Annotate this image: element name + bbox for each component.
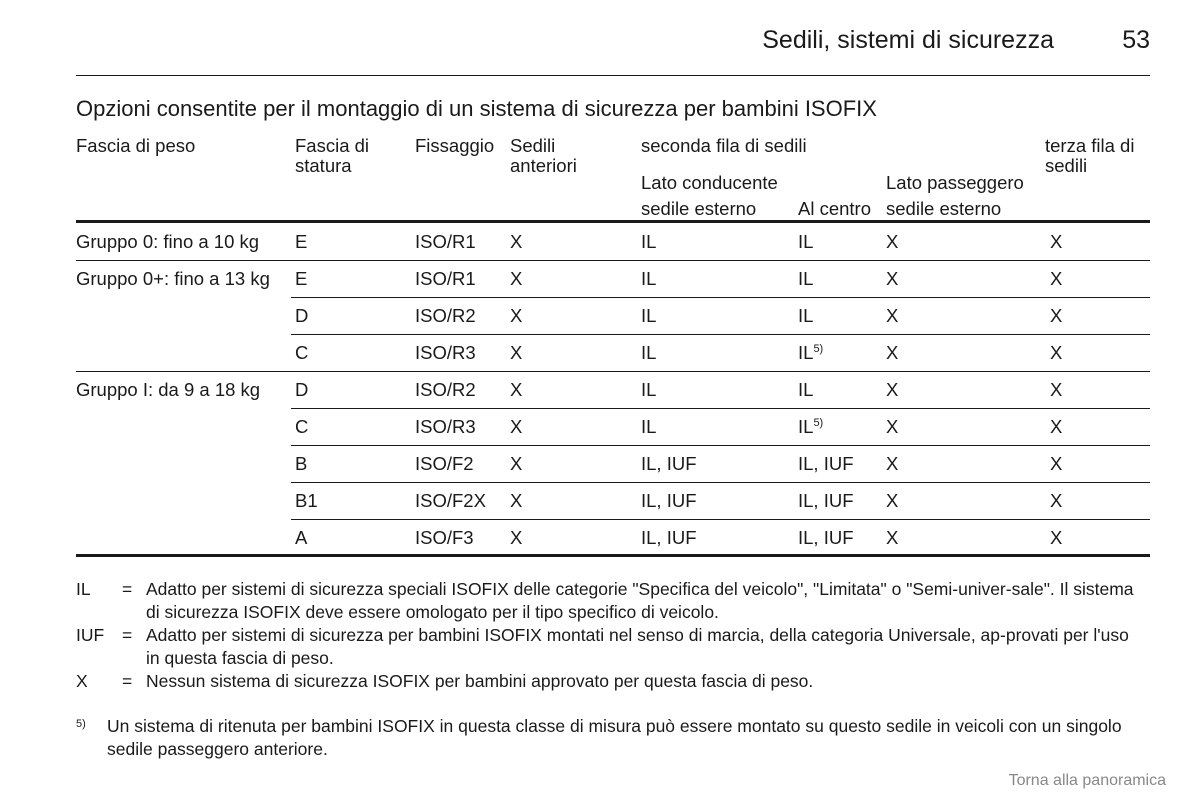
footnote-mark: 5) [76, 718, 86, 730]
cell-front-seats: X [510, 379, 523, 400]
table-title: Opzioni consentite per il montaggio di un sistema di sicurezza per bambini ISOFIX [76, 96, 877, 121]
cell-center: IL, IUF [798, 453, 854, 474]
table-row [76, 334, 1150, 371]
cell-size-class: C [295, 416, 309, 437]
cell-fixture: ISO/R1 [415, 231, 476, 252]
footnote [76, 715, 1147, 761]
cell-third-row: X [1050, 379, 1063, 400]
header-size: Fascia di statura [295, 135, 370, 176]
cell-fixture: ISO/F3 [415, 527, 474, 548]
legend-item [76, 670, 1146, 693]
legend-item [76, 578, 1146, 624]
cell-weight-group: Gruppo I: da 9 a 18 kg [76, 379, 261, 400]
cell-passenger-side: X [886, 379, 899, 400]
cell-center-with-note [798, 417, 823, 437]
cell-passenger-side: X [886, 490, 899, 511]
cell-passenger-side: X [886, 342, 899, 363]
legend-text: Adatto per sistemi di sicurezza per bambini ISOFIX montati nel senso di marcia, della categoria Universale, ap-provati per l'uso in questa fascia di peso. [146, 625, 1129, 668]
cell-front-seats: X [510, 527, 523, 548]
cell-size-class: A [295, 527, 308, 548]
cell-front-seats: X [510, 231, 523, 252]
cell-passenger-side: X [886, 527, 899, 548]
cell-front-seats: X [510, 453, 523, 474]
footnote-text: Un sistema di ritenuta per bambini ISOFIX in questa classe di misura può essere montato su questo sedile in veicoli con un singolo sedile passeggero anteriore. [107, 716, 1122, 759]
header-front-seats: Sedili anteriori [510, 135, 577, 176]
cell-center-with-note [798, 343, 823, 363]
cell-driver-side: IL [641, 305, 657, 326]
cell-driver-side: IL [641, 231, 657, 252]
table-row [76, 297, 1150, 334]
cell-driver-side: IL, IUF [641, 490, 697, 511]
cell-size-class: B1 [295, 490, 318, 511]
header-passenger-side: Lato passeggero sedile esterno [886, 172, 1024, 219]
legend-abbr: X [76, 671, 88, 691]
header-section-title: Sedili, sistemi di sicurezza [762, 26, 1054, 54]
cell-fixture: ISO/R2 [415, 305, 476, 326]
cell-size-class: E [295, 231, 308, 252]
cell-passenger-side: X [886, 231, 899, 252]
cell-fixture: ISO/F2X [415, 490, 486, 511]
back-to-overview-link[interactable]: Torna alla panoramica [1008, 772, 1166, 789]
cell-passenger-side: X [886, 305, 899, 326]
cell-third-row: X [1050, 342, 1063, 363]
header-third-row: terza fila di sedili [1045, 135, 1135, 176]
header-weight: Fascia di peso [76, 135, 196, 156]
table-row [76, 445, 1150, 482]
cell-third-row: X [1050, 416, 1063, 437]
cell-fixture: ISO/R3 [415, 416, 476, 437]
cell-weight-group: Gruppo 0+: fino a 13 kg [76, 268, 270, 289]
cell-weight-group: Gruppo 0: fino a 10 kg [76, 231, 260, 252]
footnote-reference[interactable]: 5) [813, 417, 824, 429]
legend-abbr: IUF [76, 625, 105, 645]
cell-size-class: C [295, 342, 309, 363]
legend [76, 578, 1146, 693]
table-row [76, 408, 1150, 445]
cell-center: IL [798, 342, 814, 363]
cell-driver-side: IL [641, 268, 657, 289]
cell-driver-side: IL, IUF [641, 453, 697, 474]
legend-item [76, 624, 1146, 670]
footnote-reference[interactable]: 5) [813, 343, 824, 355]
cell-driver-side: IL, IUF [641, 527, 697, 548]
cell-front-seats: X [510, 416, 523, 437]
header-fixture: Fissaggio [415, 135, 495, 156]
cell-size-class: D [295, 379, 309, 400]
cell-center: IL, IUF [798, 527, 854, 548]
legend-equals: = [122, 579, 133, 599]
cell-size-class: B [295, 453, 308, 474]
header-driver-side: Lato conducente sedile esterno [641, 172, 778, 219]
legend-text: Nessun sistema di sicurezza ISOFIX per bambini approvato per questa fascia di peso. [146, 671, 814, 691]
cell-center: IL, IUF [798, 490, 854, 511]
header-center: Al centro [798, 198, 872, 219]
legend-text: Adatto per sistemi di sicurezza speciali ISOFIX delle categorie "Specifica del veicolo", "Limitata" o "Semi-univer-sale". Il sistema di sicurezza ISOFIX deve essere omologato per il tipo specifico di veicolo. [146, 579, 1134, 622]
cell-third-row: X [1050, 527, 1063, 548]
cell-fixture: ISO/R2 [415, 379, 476, 400]
cell-center: IL [798, 231, 814, 252]
cell-driver-side: IL [641, 379, 657, 400]
cell-third-row: X [1050, 231, 1063, 252]
cell-size-class: D [295, 305, 309, 326]
cell-front-seats: X [510, 268, 523, 289]
legend-abbr: IL [76, 579, 91, 599]
cell-passenger-side: X [886, 453, 899, 474]
table-row [76, 223, 1150, 260]
table-row [76, 371, 1150, 408]
cell-front-seats: X [510, 305, 523, 326]
cell-third-row: X [1050, 305, 1063, 326]
cell-fixture: ISO/R1 [415, 268, 476, 289]
cell-fixture: ISO/F2 [415, 453, 474, 474]
table-row [76, 482, 1150, 519]
cell-front-seats: X [510, 490, 523, 511]
cell-front-seats: X [510, 342, 523, 363]
cell-passenger-side: X [886, 268, 899, 289]
cell-center: IL [798, 379, 814, 400]
cell-third-row: X [1050, 490, 1063, 511]
header-page-number: 53 [1122, 26, 1150, 54]
cell-center: IL [798, 305, 814, 326]
table-bottom-rule [76, 554, 1150, 557]
cell-third-row: X [1050, 268, 1063, 289]
legend-equals: = [122, 625, 133, 645]
cell-driver-side: IL [641, 416, 657, 437]
legend-equals: = [122, 671, 133, 691]
cell-driver-side: IL [641, 342, 657, 363]
cell-center: IL [798, 268, 814, 289]
cell-fixture: ISO/R3 [415, 342, 476, 363]
cell-third-row: X [1050, 453, 1063, 474]
cell-center: IL [798, 416, 814, 437]
cell-passenger-side: X [886, 416, 899, 437]
header-second-row: seconda fila di sedili [641, 135, 807, 156]
cell-size-class: E [295, 268, 308, 289]
table-row [76, 260, 1150, 297]
header-rule [76, 75, 1150, 76]
table-row [76, 519, 1150, 556]
